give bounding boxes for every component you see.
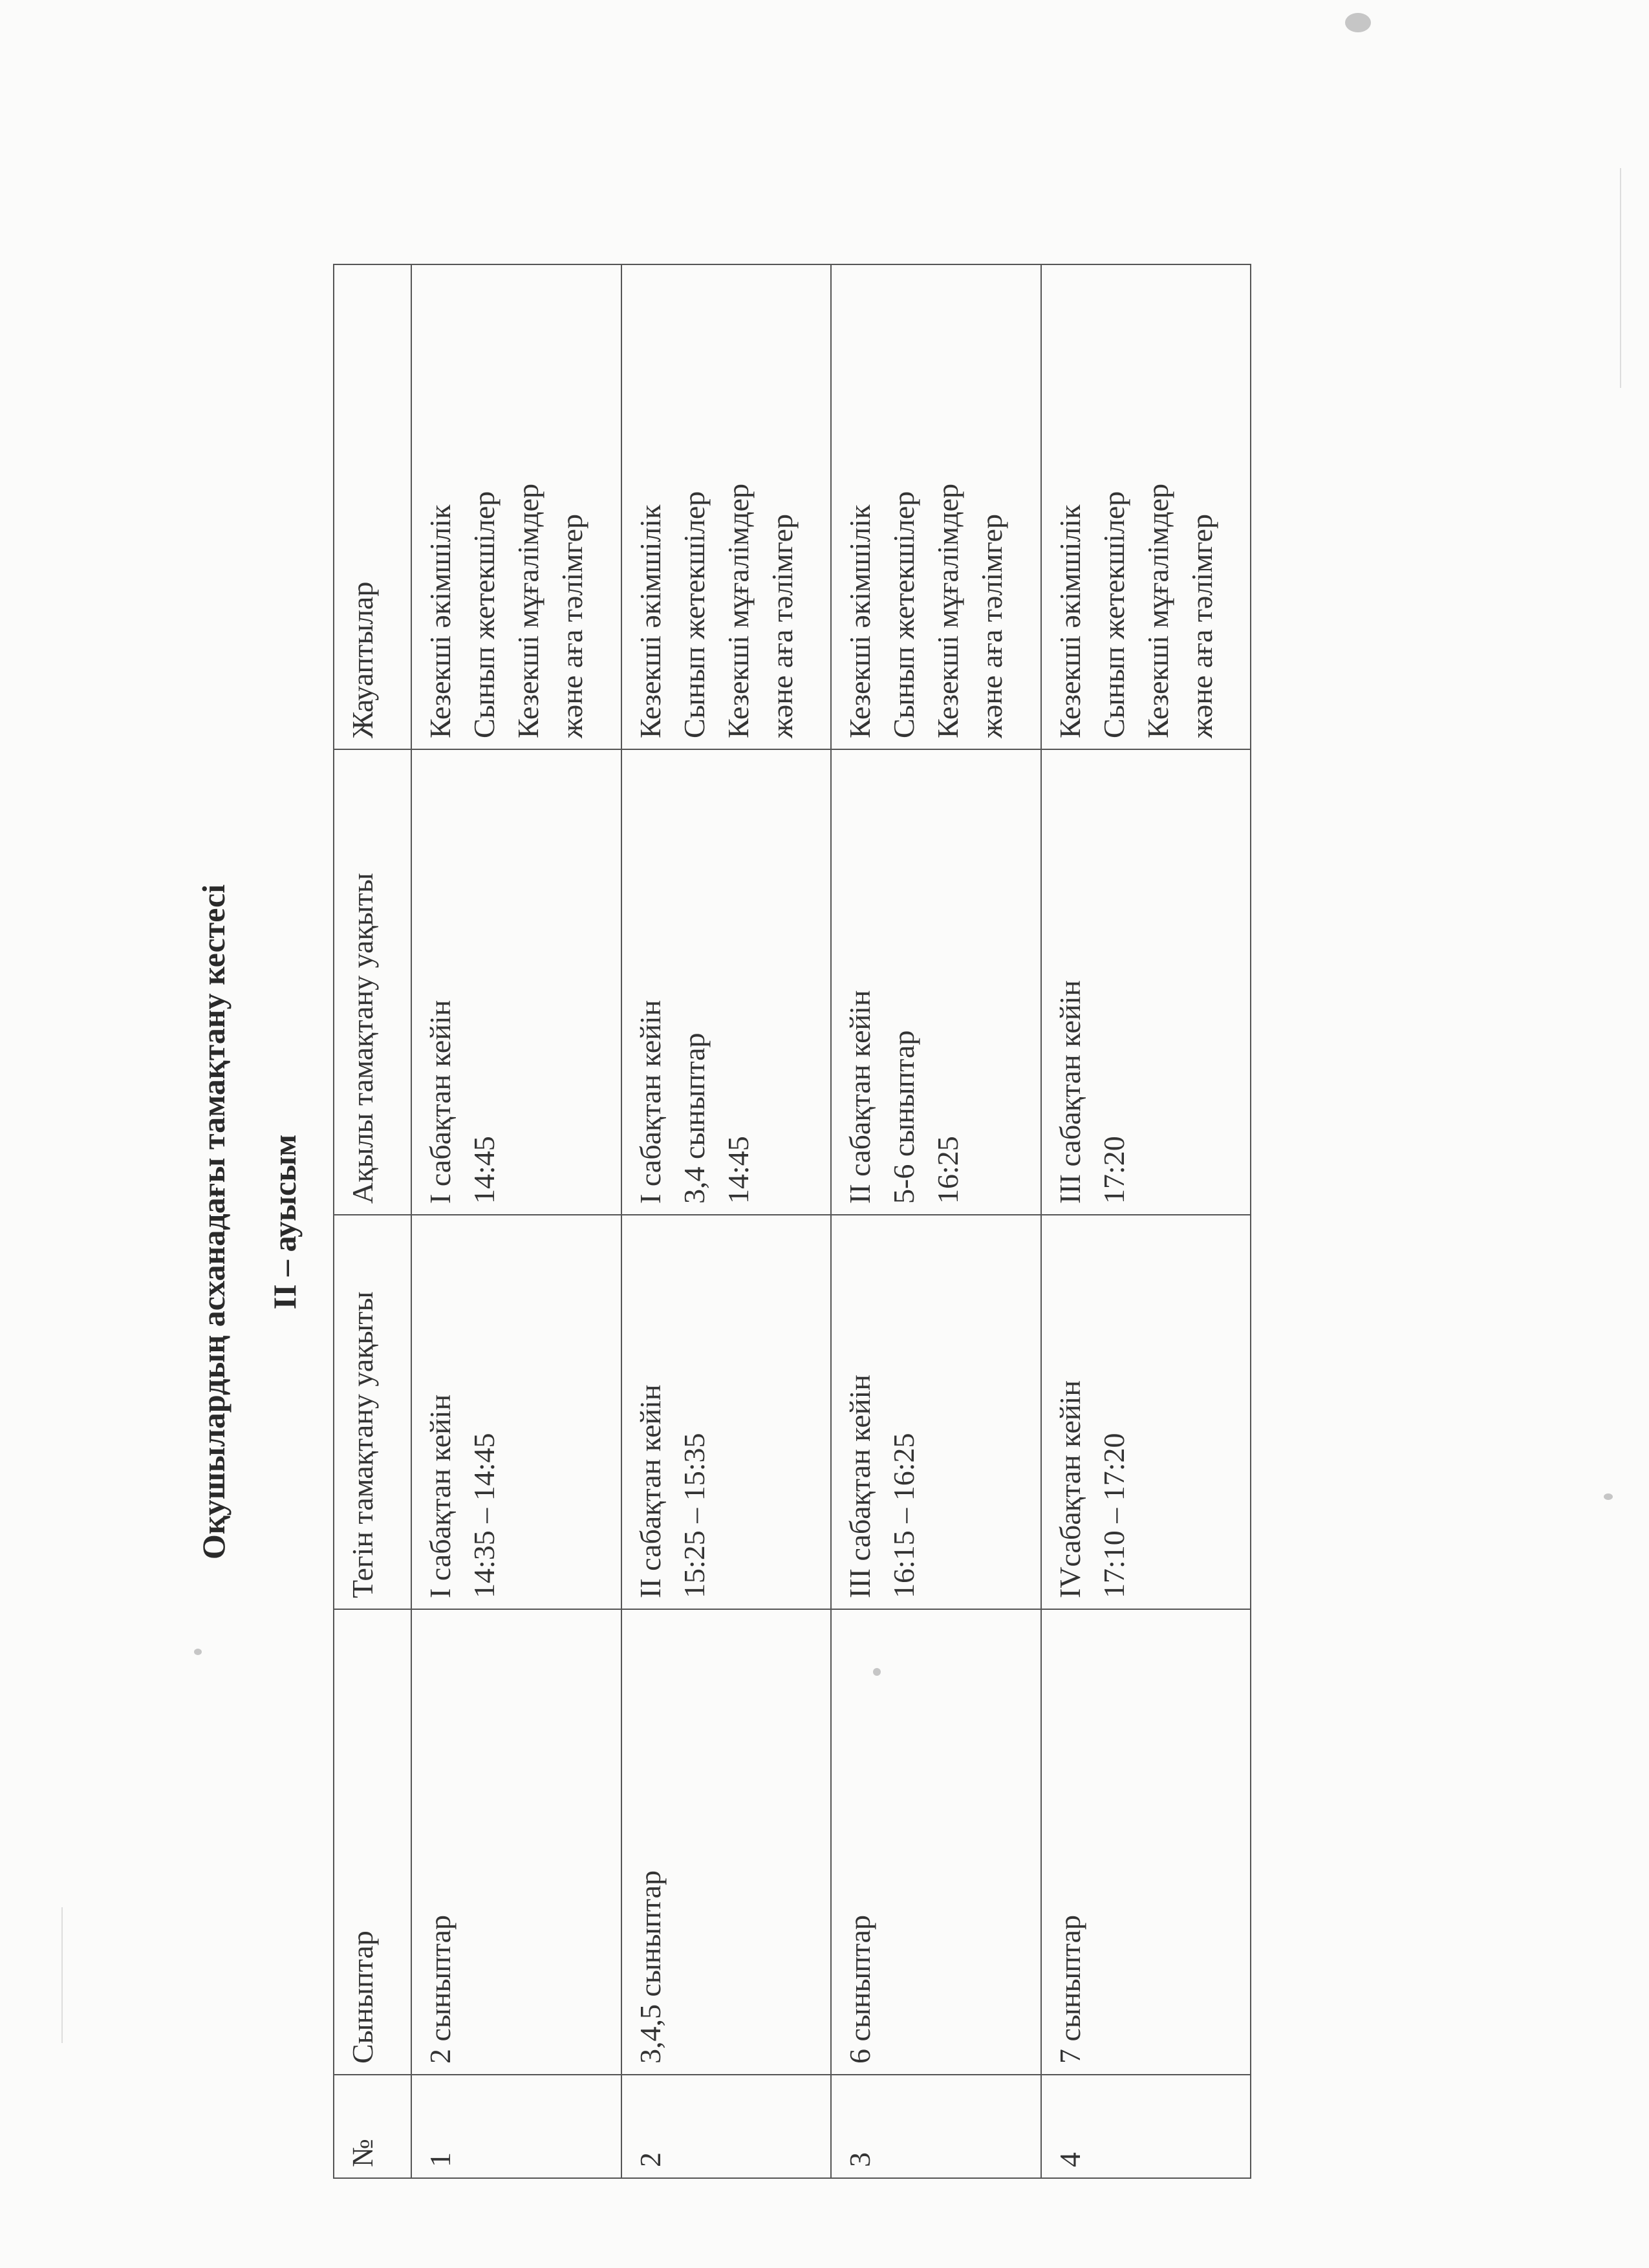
cell-line: Кезекші әкімшілік: [1053, 504, 1086, 738]
cell-paid-meal-time: [411, 749, 621, 1215]
cell-line: Кезекші мұғалімдер: [721, 483, 755, 738]
cell-line: 14:45: [468, 1136, 501, 1204]
cell-line: 14:45: [721, 1136, 755, 1204]
cell-free-meal-time: [411, 1215, 621, 1609]
cell-classes: 6 сыныптар: [831, 1609, 1041, 2075]
cell-line: 5-6 сыныптар: [887, 1030, 920, 1204]
cell-line: және аға тәлімгер: [1185, 514, 1218, 738]
header-number: №: [334, 2075, 411, 2178]
cell-line: 16:25: [931, 1136, 964, 1204]
header-responsible: Жауаптылар: [334, 264, 411, 749]
cell-line: 3,4 сыныптар: [677, 1032, 711, 1204]
cell-line: ІІІ сабақтан кейін: [1053, 980, 1086, 1204]
cell-line: Кезекші мұғалімдер: [512, 483, 544, 738]
cell-classes: 2 сыныптар: [411, 1609, 621, 2075]
cell-line: Кезекші мұғалімдер: [1141, 483, 1174, 738]
cell-paid-meal-time: [621, 749, 832, 1215]
cell-line: Сынып жетекшілер: [677, 491, 711, 738]
cell-number: 3: [831, 2075, 1041, 2178]
cell-line: және аға тәлімгер: [975, 514, 1008, 738]
cell-line: Сынып жетекшілер: [468, 491, 501, 738]
cell-line: Кезекші әкімшілік: [424, 504, 457, 738]
cell-paid-meal-time: [831, 749, 1041, 1215]
cell-number: 1: [411, 2075, 621, 2178]
table-header-row: [334, 264, 411, 2178]
cell-line: 16:15 – 16:25: [887, 1433, 920, 1598]
table-row: [1041, 264, 1251, 2178]
cell-classes: 7 сыныптар: [1041, 1609, 1251, 2075]
cell-paid-meal-time: [1041, 749, 1251, 1215]
cell-line: ІVсабақтан кейін: [1053, 1380, 1086, 1598]
cell-line: 17:10 – 17:20: [1097, 1433, 1130, 1598]
document-subtitle: ІІ – ауысым: [266, 1134, 303, 1310]
cell-line: Сынып жетекшілер: [1097, 491, 1130, 738]
cell-line: және аға тәлімгер: [765, 514, 799, 738]
cell-number: 4: [1041, 2075, 1251, 2178]
cell-line: І сабақтан кейін: [633, 1000, 667, 1204]
scan-speck: [1604, 1493, 1613, 1500]
cell-line: ІІ сабақтан кейін: [633, 1384, 667, 1598]
cell-line: І сабақтан кейін: [424, 1000, 457, 1204]
cell-responsible: [621, 264, 832, 749]
cell-line: 15:25 – 15:35: [677, 1433, 711, 1598]
cell-free-meal-time: [831, 1215, 1041, 1609]
scan-line: [61, 1907, 63, 2043]
cell-line: және аға тәлімгер: [555, 514, 588, 738]
cell-line: 14:35 – 14:45: [468, 1433, 501, 1598]
table-row: [831, 264, 1041, 2178]
scan-speck: [1345, 13, 1371, 32]
header-paid-meal-time: Ақылы тамақтану уақыты: [334, 749, 411, 1215]
cell-line: ІІ сабақтан кейін: [843, 990, 876, 1204]
cell-classes: 3,4,5 сыныптар: [621, 1609, 832, 2075]
header-classes: Сыныптар: [334, 1609, 411, 2075]
cell-line: Кезекші әкімшілік: [843, 504, 876, 738]
meal-schedule-table: [333, 264, 1251, 2179]
table-row: [621, 264, 832, 2178]
scan-line: [1620, 168, 1621, 388]
cell-line: 17:20: [1097, 1136, 1130, 1204]
cell-free-meal-time: [1041, 1215, 1251, 1609]
cell-line: Сынып жетекшілер: [887, 491, 920, 738]
cell-line: Кезекші әкімшілік: [633, 504, 667, 738]
document-title: Оқушылардың асханадағы тамақтану кестесі: [195, 884, 232, 1560]
cell-free-meal-time: [621, 1215, 832, 1609]
header-free-meal-time: Тегін тамақтану уақыты: [334, 1215, 411, 1609]
table-row: [411, 264, 621, 2178]
cell-line: ІІІ сабақтан кейін: [843, 1375, 876, 1598]
rotated-page-content: [194, 265, 1306, 2179]
cell-number: 2: [621, 2075, 832, 2178]
cell-responsible: [411, 264, 621, 749]
cell-line: Кезекші мұғалімдер: [931, 483, 964, 738]
cell-line: І сабақтан кейін: [424, 1394, 457, 1598]
cell-responsible: [1041, 264, 1251, 749]
cell-responsible: [831, 264, 1041, 749]
